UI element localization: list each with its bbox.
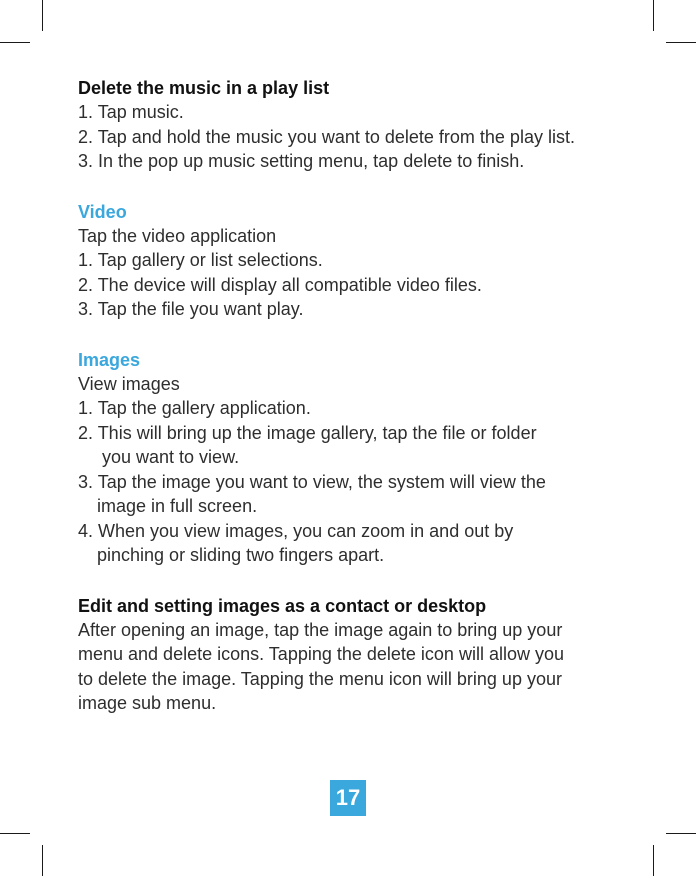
images-step-4-line-1: 4. When you view images, you can zoom in and out by — [78, 520, 514, 541]
video-section — [78, 200, 638, 322]
edit-images-line-2: menu and delete icons. Tapping the delete icon will allow you — [78, 644, 564, 664]
video-intro: Tap the video application — [78, 225, 277, 246]
video-step-1: 1. Tap gallery or list selections. — [78, 250, 323, 270]
crop-mark-top-right-vertical — [653, 0, 654, 31]
edit-images-line-1: After opening an image, tap the image again to bring up your — [78, 619, 563, 640]
images-step-2-line-2: you want to view. — [102, 447, 240, 467]
edit-images-line-4: image sub menu. — [78, 693, 217, 713]
delete-music-step-3: 3. In the pop up music setting menu, tap delete to finish. — [78, 151, 525, 171]
crop-mark-top-right-horizontal — [666, 42, 696, 43]
delete-music-step-2: 2. Tap and hold the music you want to delete from the play list. — [78, 126, 575, 147]
video-step-3: 3. Tap the file you want play. — [78, 299, 304, 319]
edit-images-heading: Edit and setting images as a contact or desktop — [78, 595, 487, 616]
crop-mark-bottom-right-horizontal — [666, 833, 696, 834]
images-step-4-line-2: pinching or sliding two fingers apart. — [97, 545, 385, 565]
images-step-3-line-2: image in full screen. — [97, 496, 258, 516]
crop-mark-bottom-left-horizontal — [0, 833, 30, 834]
delete-music-section — [78, 76, 638, 174]
crop-mark-top-left-horizontal — [0, 42, 30, 43]
delete-music-step-1: 1. Tap music. — [78, 102, 184, 122]
images-section — [78, 348, 638, 568]
images-step-1: 1. Tap the gallery application. — [78, 398, 311, 418]
crop-mark-bottom-right-vertical — [653, 845, 654, 876]
page-number-badge: 17 — [330, 780, 366, 816]
crop-mark-top-left-vertical — [42, 0, 43, 31]
video-step-2: 2. The device will display all compatible video files. — [78, 274, 482, 295]
images-step-2-line-1: 2. This will bring up the image gallery, tap the file or folder — [78, 422, 537, 443]
crop-mark-bottom-left-vertical — [42, 845, 43, 876]
delete-music-heading: Delete the music in a play list — [78, 78, 330, 98]
images-intro: View images — [78, 373, 180, 394]
images-heading: Images — [78, 349, 141, 370]
page-content — [78, 76, 638, 716]
images-step-3-line-1: 3. Tap the image you want to view, the system will view the — [78, 471, 546, 492]
edit-images-section — [78, 594, 638, 716]
edit-images-line-3: to delete the image. Tapping the menu icon will bring up your — [78, 668, 562, 689]
video-heading: Video — [78, 201, 127, 222]
